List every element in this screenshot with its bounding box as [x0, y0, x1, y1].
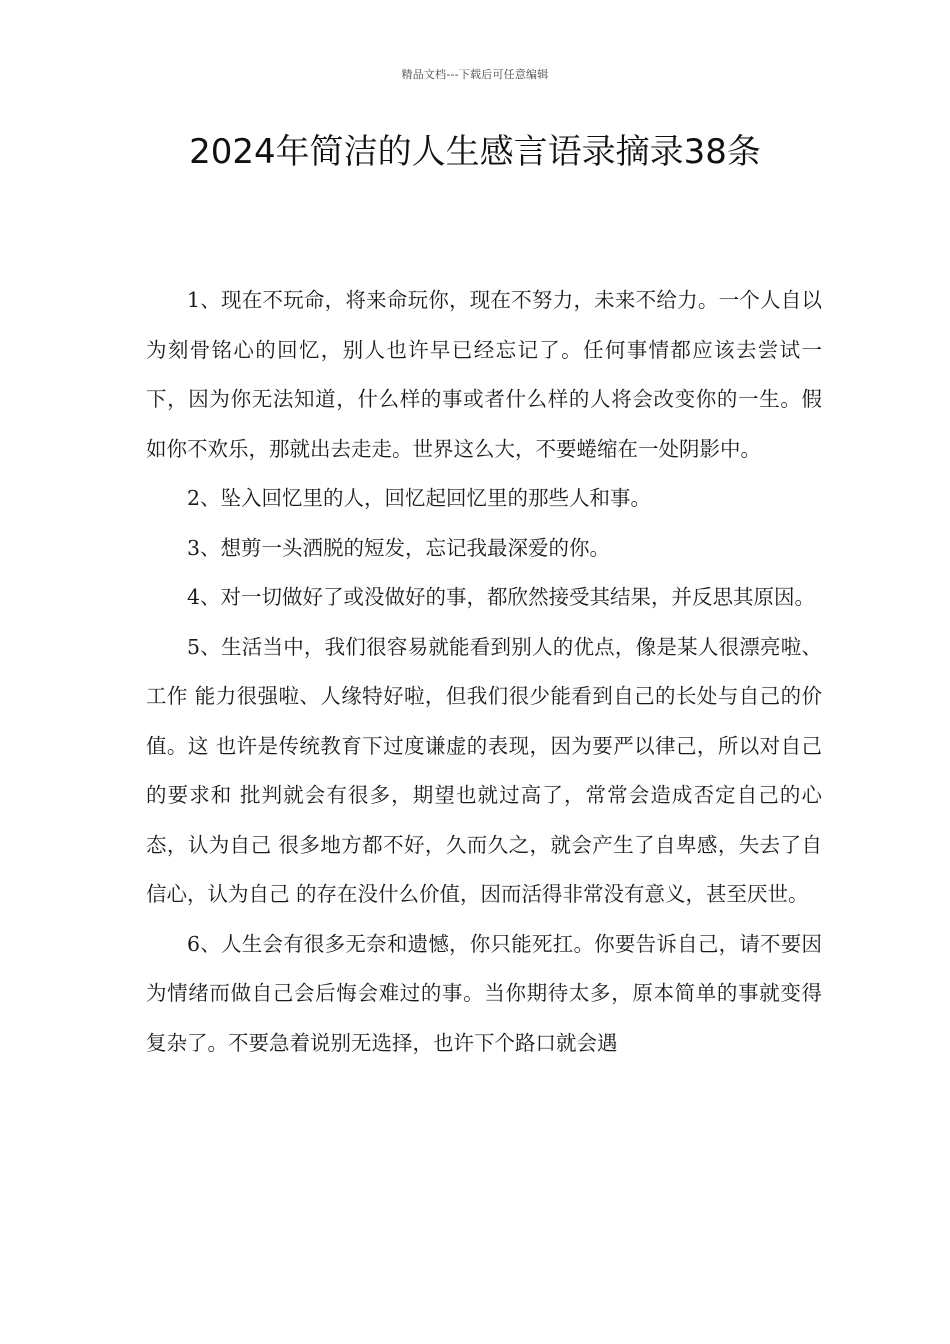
- document-body: [146, 276, 822, 1068]
- document-title: 2024年简洁的人生感言语录摘录38条: [189, 132, 761, 172]
- paragraph-3: 3、想剪一头洒脱的短发，忘记我最深爱的你。: [187, 535, 611, 560]
- paragraph-1: 1、现在不玩命，将来命玩你，现在不努力，未来不给力。一个人自以为刻骨铭心的回忆，别人也许早已经忘记了。任何事情都应该去尝试一下，因为你无法知道，什么样的事或者什么样的人将会改变你的一生。假如你不欢乐，那就出去走走。世界这么大，不要蜷缩在一处阴影中。: [146, 288, 822, 461]
- paragraph-6: 6、人生会有很多无奈和遗憾，你只能死扛。你要告诉自己，请不要因为情绪而做自己会后悔会难过的事。当你期待太多，原本简单的事就变得复杂了。不要急着说别无选择，也许下个路口就会遇: [146, 931, 822, 1055]
- paragraph-4: 4、对一切做好了或没做好的事，都欣然接受其结果，并反思其原因。: [187, 585, 816, 609]
- paragraph-2: 2、坠入回忆里的人，回忆起回忆里的那些人和事。: [187, 486, 652, 510]
- header-note: 精品文档---下载后可任意编辑: [401, 68, 549, 81]
- paragraph-5: 5、生活当中，我们很容易就能看到别人的优点，像是某人很漂亮啦、工作 能力很强啦、人缘特好啦，但我们很少能看到自己的长处与自己的价值。这 也许是传统教育下过度谦虚的表现，因为要严以律己，所以对自己的要求和 批判就会有很多，期望也就过高了，常常会造成否定自己的心态，认为自己 很多地方都不好，久而久之，就会产生了自卑感，失去了自信心，认为自己 的存在没什么价值，因而活得非常没有意义，甚至厌世。: [146, 634, 822, 906]
